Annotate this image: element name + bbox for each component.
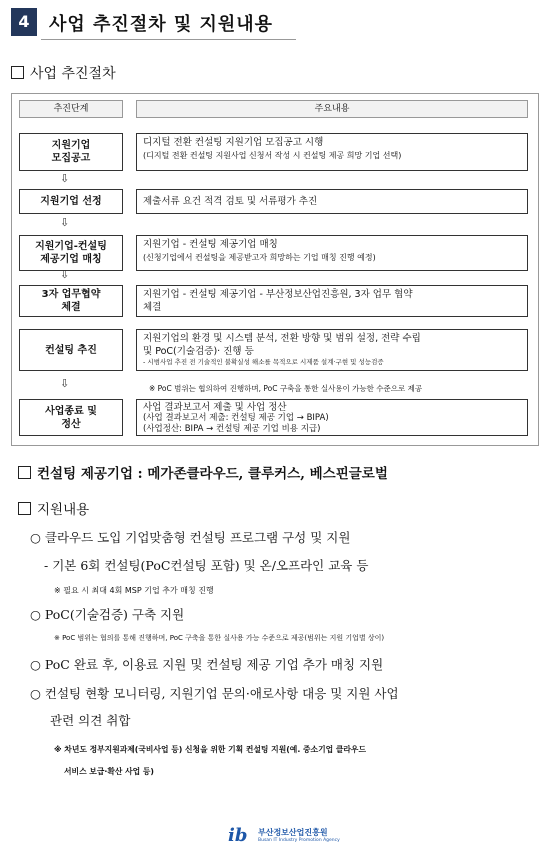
support-heading: 지원내용 <box>18 498 89 518</box>
final-note-cont: 서비스 보급·확산 사업 등) <box>64 767 154 776</box>
stage-matching: 지원기업-컨설팅 제공기업 매칭 <box>19 235 123 271</box>
section-header <box>11 8 296 36</box>
content-recruit: 디지털 전환 컨설팅 지원기업 모집공고 시행 (디지털 전환 컨설팅 지원사업 신청서 작성 시 컨설팅 제공 희망 기업 선택) <box>136 133 528 171</box>
section-number: 4 <box>11 8 37 36</box>
square-icon <box>18 466 31 479</box>
support-item-poc-note: ※ PoC 범위는 협의를 통해 진행하며, PoC 구축을 통한 실사용 가능 수준으로 제공(범위는 지원 기업별 상이) <box>54 634 385 642</box>
support-item-fee: ○ PoC 완료 후, 이용료 지원 및 컨설팅 제공 기업 추가 매칭 지원 <box>30 657 384 672</box>
square-icon <box>18 502 31 515</box>
support-item-poc: ○ PoC(기술검증) 구축 지원 <box>30 607 185 622</box>
logo-korean-name: 부산정보산업진흥원 <box>258 828 328 837</box>
procedure-heading: 사업 추진절차 <box>11 63 116 83</box>
support-item-program-sub: - 기본 6회 컨설팅(PoC컨설팅 포함) 및 온/오프라인 교육 등 <box>44 558 369 573</box>
content-consulting: 지원기업의 환경 및 시스템 분석, 전환 방향 및 범위 설정, 전략 수립 및 PoC(기술검증)· 진행 등 - 시범사업 추진 전 기술적인 불확실성 해소를 목적으로 시제품 설계·구현 및 성능검증 <box>136 329 528 371</box>
down-arrow-icon: ⇩ <box>60 377 70 390</box>
title-underline <box>41 39 296 40</box>
content-matching: 지원기업 - 컨설팅 제공기업 매칭 (신청기업에서 컨설팅을 제공받고자 희망하는 기업 매칭 진행 예정) <box>136 235 528 271</box>
support-item-program: ○ 클라우드 도입 기업맞춤형 컨설팅 프로그램 구성 및 지원 <box>30 530 351 545</box>
content-agreement: 지원기업 - 컨설팅 제공기업 - 부산정보산업진흥원, 3자 업무 협약 체결 <box>136 285 528 317</box>
down-arrow-icon: ⇩ <box>60 268 70 281</box>
stage-recruit: 지원기업 모집공고 <box>19 133 123 171</box>
content-closing: 사업 결과보고서 제출 및 사업 정산 (사업 결과보고서 제출: 컨설팅 제공 기업 → BIPA) (사업정산: BIPA → 컨설팅 제공 기업 비용 지급) <box>136 399 528 436</box>
col-header-stage: 추진단계 <box>19 100 123 118</box>
support-item-monitoring: ○ 컨설팅 현황 모니터링, 지원기업 문의·애로사항 대응 및 지원 사업 <box>30 686 399 701</box>
content-selection: 제출서류 요건 적격 검토 및 서류평가 추진 <box>136 189 528 214</box>
logo-english-name: Busan IT Industry Promotion Agency <box>258 838 340 843</box>
square-icon <box>11 66 24 79</box>
stage-selection: 지원기업 선정 <box>19 189 123 214</box>
down-arrow-icon: ⇩ <box>60 172 70 185</box>
col-header-content: 주요내용 <box>136 100 528 118</box>
final-note: ※ 차년도 정부지원과제(국비사업 등) 신청을 위한 기획 컨설팅 지원(예. 중소기업 클라우드 <box>54 745 366 754</box>
stage-closing: 사업종료 및 정산 <box>19 399 123 436</box>
down-arrow-icon: ⇩ <box>60 216 70 229</box>
consulting-companies-heading: 컨설팅 제공기업 : 메가존클라우드, 클루커스, 베스핀글로벌 <box>18 462 388 482</box>
agency-logo <box>228 823 338 849</box>
support-item-monitoring-cont: 관련 의견 취합 <box>50 713 131 728</box>
stage-agreement: 3자 업무협약 체결 <box>19 285 123 317</box>
page-title: 사업 추진절차 및 지원내용 <box>49 14 274 35</box>
stage-consulting: 컨설팅 추진 <box>19 329 123 371</box>
poc-note: ※ PoC 범위는 협의하여 진행하며, PoC 구축을 통한 실사용이 가능한 수준으로 제공 <box>149 384 423 393</box>
logo-mark: ib <box>228 825 248 846</box>
support-item-program-note: ※ 필요 시 최대 4회 MSP 기업 추가 매칭 진행 <box>54 586 214 595</box>
